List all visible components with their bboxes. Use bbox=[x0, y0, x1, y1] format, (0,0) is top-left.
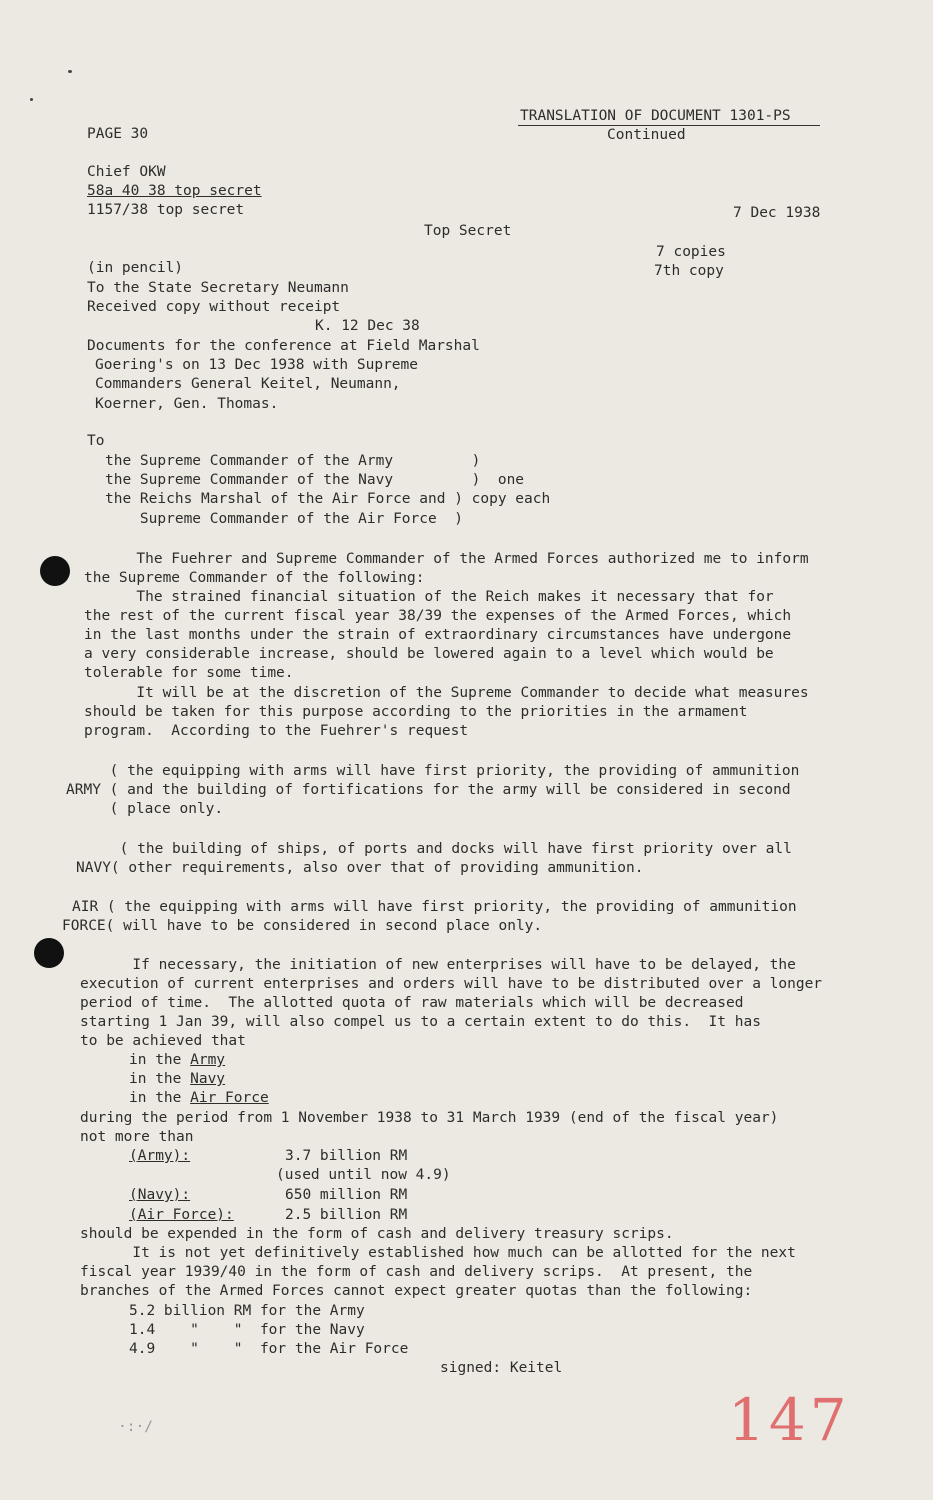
quota-army-value: 3.7 billion RM bbox=[285, 1148, 408, 1164]
ink-speck bbox=[68, 70, 72, 73]
copies-count: 7 copies bbox=[656, 244, 726, 260]
pencil-note-2: To the State Secretary Neumann bbox=[87, 280, 349, 296]
body-line: period of time. The allotted quota of raw materials which will be decreased bbox=[80, 995, 744, 1011]
body-line: fiscal year 1939/40 in the form of cash and delivery scrips. At present, the bbox=[80, 1264, 753, 1280]
body-line: during the period from 1 November 1938 to 31 March 1939 (end of the fiscal year) bbox=[80, 1110, 779, 1126]
quota-air-label: (Air Force): bbox=[129, 1207, 234, 1223]
branch-navy-line bbox=[129, 1070, 225, 1089]
page-number: PAGE 30 bbox=[87, 126, 149, 142]
subject-line-2: Goering's on 13 Dec 1938 with Supreme bbox=[95, 357, 419, 373]
body-line: not more than bbox=[80, 1129, 194, 1145]
signature: signed: Keitel bbox=[440, 1360, 563, 1376]
sender-line-3: 1157/38 top secret bbox=[87, 202, 245, 218]
body-line: should be taken for this purpose according to the priorities in the armament bbox=[84, 704, 748, 720]
quota-air-value: 2.5 billion RM bbox=[285, 1207, 408, 1223]
pencil-note-3: Received copy without receipt bbox=[87, 299, 341, 315]
priority-army-3: ( place only. bbox=[66, 801, 224, 817]
priority-army-2: ARMY ( and the building of fortifications for the army will be considered in second bbox=[66, 782, 791, 798]
body-line: branches of the Armed Forces cannot expect greater quotas than the following: bbox=[80, 1283, 753, 1299]
punch-hole-mark bbox=[34, 938, 64, 968]
subject-line-1: Documents for the conference at Field Marshal bbox=[87, 338, 480, 354]
in-the-label: in the bbox=[129, 1071, 191, 1087]
priority-navy-2: NAVY( other requirements, also over that of providing ammunition. bbox=[76, 860, 644, 876]
priority-air-2: FORCE( will have to be considered in second place only. bbox=[62, 918, 543, 934]
body-line: a very considerable increase, should be lowered again to a level which would be bbox=[84, 646, 774, 662]
branch-army-line bbox=[129, 1051, 225, 1070]
body-line: should be expended in the form of cash and delivery treasury scrips. bbox=[80, 1226, 674, 1242]
body-line: the rest of the current fiscal year 38/39 the expenses of the Armed Forces, which bbox=[84, 608, 792, 624]
pencil-note-1: (in pencil) bbox=[87, 260, 184, 276]
continued-label: Continued bbox=[607, 127, 686, 143]
priority-army-1: ( the equipping with arms will have first priority, the providing of ammunition bbox=[66, 763, 800, 779]
copy-number: 7th copy bbox=[654, 263, 724, 279]
branch-navy: Navy bbox=[190, 1071, 226, 1087]
footer-mark: ·:·/ bbox=[118, 1419, 153, 1435]
subject-line-3: Commanders General Keitel, Neumann, bbox=[95, 376, 401, 392]
body-line: It will be at the discretion of the Supreme Commander to decide what measures bbox=[84, 685, 809, 701]
body-line: tolerable for some time. bbox=[84, 665, 294, 681]
subject-line-4: Koerner, Gen. Thomas. bbox=[95, 396, 279, 412]
future-quota-navy: 1.4 " " for the Navy bbox=[129, 1322, 365, 1338]
body-line: in the last months under the strain of extraordinary circumstances have undergone bbox=[84, 627, 792, 643]
quota-army-note: (used until now 4.9) bbox=[276, 1167, 451, 1183]
future-quota-army: 5.2 billion RM for the Army bbox=[129, 1303, 365, 1319]
punch-hole-mark bbox=[40, 556, 70, 586]
pencil-note-4: K. 12 Dec 38 bbox=[315, 318, 420, 334]
quota-army-label: (Army): bbox=[129, 1148, 191, 1164]
body-line: starting 1 Jan 39, will also compel us to a certain extent to do this. It has bbox=[80, 1014, 761, 1030]
in-the-label: in the bbox=[129, 1090, 191, 1106]
recipient-reichs-marshal: the Reichs Marshal of the Air Force and ) copy each bbox=[105, 491, 551, 507]
body-line: If necessary, the initiation of new enterprises will have to be delayed, the bbox=[80, 957, 796, 973]
priority-navy-1: ( the building of ships, of ports and docks will have first priority over all bbox=[76, 841, 792, 857]
future-quota-air: 4.9 " " for the Air Force bbox=[129, 1341, 409, 1357]
classification: Top Secret bbox=[424, 223, 512, 239]
page-stamp-number: 147 bbox=[728, 1386, 851, 1454]
body-line: the Supreme Commander of the following: bbox=[84, 570, 425, 586]
priority-air-1: AIR ( the equipping with arms will have first priority, the providing of ammunition bbox=[72, 899, 797, 915]
body-line: The Fuehrer and Supreme Commander of the Armed Forces authorized me to inform bbox=[84, 551, 809, 567]
body-line: The strained financial situation of the Reich makes it necessary that for bbox=[84, 589, 774, 605]
branch-army: Army bbox=[190, 1052, 226, 1068]
body-line: execution of current enterprises and orders will have to be distributed over a longer bbox=[80, 976, 823, 992]
translation-title: TRANSLATION OF DOCUMENT 1301-PS bbox=[520, 108, 791, 124]
branch-air-force: Air Force bbox=[190, 1090, 269, 1106]
recipients-to: To bbox=[87, 433, 105, 449]
in-the-label: in the bbox=[129, 1052, 191, 1068]
quota-navy-value: 650 million RM bbox=[285, 1187, 408, 1203]
sender-line-2: 58a 40 38 top secret bbox=[87, 183, 262, 199]
recipient-air-force: Supreme Commander of the Air Force ) bbox=[105, 511, 463, 527]
ink-speck bbox=[30, 98, 33, 101]
body-line: It is not yet definitively established how much can be allotted for the next bbox=[80, 1245, 796, 1261]
body-line: program. According to the Fuehrer's request bbox=[84, 723, 469, 739]
document-date: 7 Dec 1938 bbox=[733, 205, 821, 221]
body-line: to be achieved that bbox=[80, 1033, 246, 1049]
recipient-navy: the Supreme Commander of the Navy ) one bbox=[105, 472, 525, 488]
sender-line-1: Chief OKW bbox=[87, 164, 166, 180]
quota-navy-label: (Navy): bbox=[129, 1187, 191, 1203]
branch-air-line bbox=[129, 1089, 269, 1108]
recipient-army: the Supreme Commander of the Army ) bbox=[105, 453, 481, 469]
